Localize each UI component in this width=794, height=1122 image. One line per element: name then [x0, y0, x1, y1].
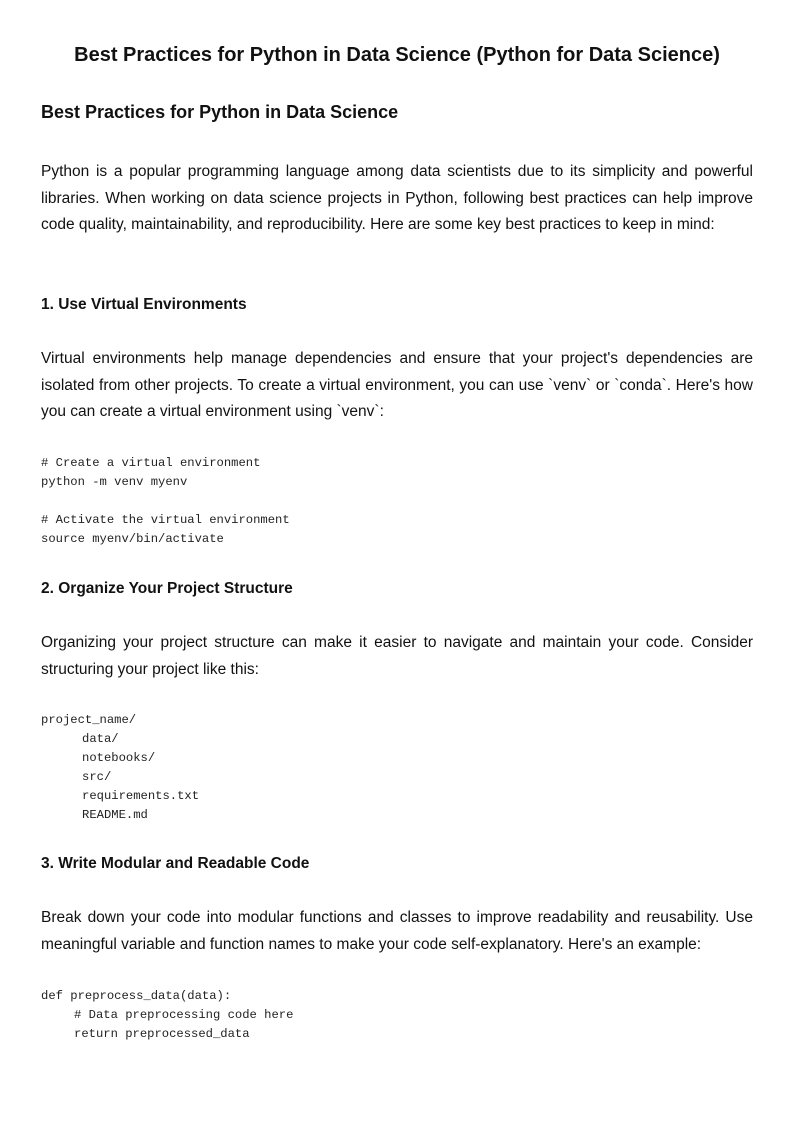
code-line: project_name/ [41, 713, 137, 727]
document-subtitle: Best Practices for Python in Data Science [41, 102, 399, 122]
section-body-virtual-environments: Virtual environments help manage dependencies and ensure that your project's dependencies are isolated from other projects. To create a virtual environment, you can use `venv` or `conda`. Here's how you can create a virtual environment using `venv`: [41, 350, 753, 420]
code-line: python -m venv myenv [41, 475, 188, 489]
section-heading-project-structure: 2. Organize Your Project Structure [41, 580, 293, 597]
code-line: # Create a virtual environment [41, 456, 261, 470]
intro-paragraph: Python is a popular programming language among data scientists due to its simplicity and powerful libraries. When working on data science projects in Python, following best practices can help improve code quality, maintainability, and reproducibility. Here are some key best practices to keep in mind: [41, 163, 753, 233]
code-line: src/ [82, 770, 112, 784]
section-body-project-structure: Organizing your project structure can make it easier to navigate and maintain your code. Consider structuring your project like this: [41, 634, 753, 678]
code-line: data/ [82, 732, 119, 746]
section-heading-virtual-environments: 1. Use Virtual Environments [41, 296, 247, 313]
code-line: # Activate the virtual environment [41, 513, 290, 527]
section-heading-modular-code: 3. Write Modular and Readable Code [41, 855, 310, 872]
code-line: def preprocess_data(data): [41, 989, 232, 1003]
code-line: README.md [82, 808, 148, 822]
code-line: requirements.txt [82, 789, 200, 803]
code-line: # Data preprocessing code here [74, 1008, 294, 1022]
code-line: notebooks/ [82, 751, 156, 765]
section-body-modular-code: Break down your code into modular functions and classes to improve readability and reusability. Use meaningful variable and function names to make your code self-explanatory. Here's an example: [41, 909, 753, 953]
code-line: return preprocessed_data [74, 1027, 250, 1041]
document-title: Best Practices for Python in Data Science (Python for Data Science) [74, 44, 720, 66]
code-line: source myenv/bin/activate [41, 532, 224, 546]
